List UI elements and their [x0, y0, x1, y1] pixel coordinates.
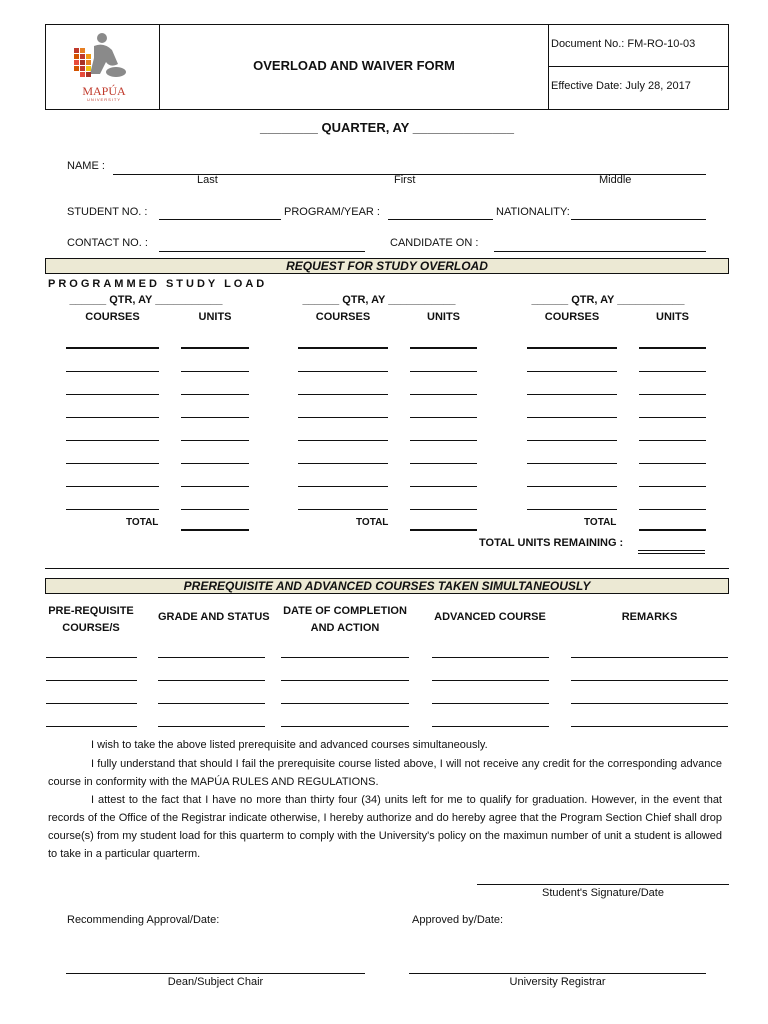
units-header: UNITS: [656, 311, 689, 323]
registrar-signature-field[interactable]: [409, 973, 706, 974]
course-field[interactable]: [66, 509, 159, 510]
unit-field[interactable]: [181, 486, 249, 487]
total-units-field[interactable]: [181, 529, 249, 531]
unit-field[interactable]: [181, 347, 249, 349]
unit-field[interactable]: [181, 371, 249, 372]
course-field[interactable]: [527, 486, 617, 487]
remarks-field[interactable]: [571, 703, 728, 704]
contact-no-field[interactable]: [159, 251, 365, 252]
course-field[interactable]: [298, 394, 388, 395]
student-signature-field[interactable]: [477, 884, 729, 885]
col-prereq-header: [45, 603, 137, 637]
grade-status-field[interactable]: [158, 726, 265, 727]
course-field[interactable]: [298, 371, 388, 372]
quarter-prefix: ________: [260, 120, 318, 135]
unit-field[interactable]: [410, 463, 477, 464]
total-units-remaining-field[interactable]: [638, 550, 705, 551]
candidate-on-field[interactable]: [494, 251, 706, 252]
course-field[interactable]: [527, 440, 617, 441]
unit-field[interactable]: [639, 486, 706, 487]
student-no-label: STUDENT NO. :: [67, 206, 148, 218]
col-remarks-header: REMARKS: [621, 611, 678, 623]
course-field[interactable]: [66, 347, 159, 349]
unit-field[interactable]: [639, 417, 706, 418]
col-advanced-header: ADVANCED COURSE: [434, 611, 546, 623]
total-label: TOTAL: [126, 517, 159, 528]
total-units-field[interactable]: [639, 529, 706, 531]
col-prereq-line1: PRE-REQUISITE: [48, 605, 134, 617]
courses-header: COURSES: [544, 311, 600, 323]
col-grade-header: GRADE AND STATUS: [158, 611, 270, 623]
advanced-course-field[interactable]: [432, 680, 549, 681]
course-field[interactable]: [66, 417, 159, 418]
course-field[interactable]: [66, 394, 159, 395]
unit-field[interactable]: [639, 347, 706, 349]
total-label: TOTAL: [584, 517, 617, 528]
unit-field[interactable]: [181, 509, 249, 510]
prereq-course-field[interactable]: [46, 680, 137, 681]
recommending-approval-label: Recommending Approval/Date:: [67, 914, 220, 926]
courses-header: COURSES: [85, 311, 140, 323]
units-header: UNITS: [198, 311, 232, 323]
col-date-line2: AND ACTION: [310, 622, 380, 634]
col-date-header: [281, 603, 409, 637]
course-field[interactable]: [527, 463, 617, 464]
advanced-course-field[interactable]: [432, 726, 549, 727]
col-date-line1: DATE OF COMPLETION: [283, 605, 407, 617]
logo-emblem-icon: [66, 28, 142, 88]
advanced-course-field[interactable]: [432, 657, 549, 658]
program-year-label: PROGRAM/YEAR :: [284, 206, 380, 218]
unit-field[interactable]: [639, 371, 706, 372]
course-field[interactable]: [298, 347, 388, 349]
unit-field[interactable]: [410, 347, 477, 349]
name-last-caption: Last: [197, 174, 218, 186]
course-field[interactable]: [66, 486, 159, 487]
date-completion-field[interactable]: [281, 703, 409, 704]
grade-status-field[interactable]: [158, 703, 265, 704]
advanced-course-field[interactable]: [432, 703, 549, 704]
logo-subtext: UNIVERSITY: [86, 97, 121, 102]
course-field[interactable]: [527, 509, 617, 510]
quarter-line: [160, 120, 614, 135]
course-field[interactable]: [66, 440, 159, 441]
prereq-course-field[interactable]: [46, 657, 137, 658]
unit-field[interactable]: [639, 463, 706, 464]
programmed-study-load-title: PROGRAMMED STUDY LOAD: [48, 278, 268, 290]
unit-field[interactable]: [410, 509, 477, 510]
unit-field[interactable]: [639, 509, 706, 510]
unit-field[interactable]: [639, 440, 706, 441]
header-divider-mid: [548, 66, 729, 67]
header-divider-right: [548, 24, 549, 110]
name-middle-caption: Middle: [599, 174, 632, 186]
course-field[interactable]: [298, 440, 388, 441]
qtr-ay-label: ______ QTR, AY ___________: [302, 294, 456, 306]
prereq-course-field[interactable]: [46, 703, 137, 704]
course-field[interactable]: [66, 463, 159, 464]
contact-no-label: CONTACT NO. :: [67, 237, 148, 249]
unit-field[interactable]: [410, 371, 477, 372]
statement-2: I fully understand that should I fail the prerequisite course listed above, I will not receive any credit for the corresponding advance course in conformity with the MAPÚA RULES AND REGULATIONS.: [48, 758, 722, 788]
program-year-field[interactable]: [388, 219, 493, 220]
candidate-on-label: CANDIDATE ON :: [390, 237, 479, 249]
unit-field[interactable]: [639, 394, 706, 395]
col-prereq-line2: COURSE/S: [62, 622, 120, 634]
unit-field[interactable]: [181, 440, 249, 441]
total-units-remaining-label: TOTAL UNITS REMAINING :: [479, 537, 624, 549]
dean-signature-field[interactable]: [66, 973, 365, 974]
statement-1: I wish to take the above listed prerequisite and advanced courses simultaneously.: [91, 739, 488, 751]
qtr-ay-label: ______ QTR, AY ___________: [531, 294, 685, 306]
registrar-caption: University Registrar: [509, 976, 606, 988]
unit-field[interactable]: [181, 417, 249, 418]
unit-field[interactable]: [410, 417, 477, 418]
approved-by-label: Approved by/Date:: [412, 914, 504, 926]
course-field[interactable]: [298, 463, 388, 464]
course-field[interactable]: [298, 509, 388, 510]
logo-text: MAPÚA: [82, 84, 126, 98]
unit-field[interactable]: [181, 463, 249, 464]
date-completion-field[interactable]: [281, 726, 409, 727]
quarter-suffix: ______________: [412, 120, 514, 135]
total-units-field[interactable]: [410, 529, 477, 531]
name-label: NAME :: [67, 160, 105, 172]
unit-field[interactable]: [410, 486, 477, 487]
dean-caption: Dean/Subject Chair: [167, 976, 264, 988]
course-field[interactable]: [527, 371, 617, 372]
course-field[interactable]: [298, 486, 388, 487]
document-number: Document No.: FM-RO-10-03: [551, 38, 696, 50]
student-signature-caption: Student's Signature/Date: [542, 887, 664, 899]
remarks-field[interactable]: [571, 726, 728, 727]
name-first-caption: First: [394, 174, 416, 186]
student-no-field[interactable]: [159, 219, 281, 220]
course-field[interactable]: [527, 394, 617, 395]
courses-header: COURSES: [315, 311, 371, 323]
qtr-ay-label: ______ QTR, AY ___________: [69, 294, 223, 306]
prereq-course-field[interactable]: [46, 726, 137, 727]
statement-3: I attest to the fact that I have no more than thirty four (34) units left for me to qualify for graduation. However, in the event that records of the Office of the Registrar indicate otherwise, I hereby authorize and do hereby agree that the Program Section Chief shall drop course(s) from my student load for this quarterm to comply with the University's policy on the maximun number of unit a student is allowed to take in a particular quarterm.: [48, 794, 722, 860]
section-divider: [45, 568, 729, 569]
course-field[interactable]: [66, 371, 159, 372]
unit-field[interactable]: [410, 440, 477, 441]
grade-status-field[interactable]: [158, 680, 265, 681]
university-logo: [66, 28, 142, 102]
total-units-remaining-underline: [638, 553, 705, 554]
units-header: UNITS: [427, 311, 460, 323]
nationality-field[interactable]: [571, 219, 706, 220]
overload-band: REQUEST FOR STUDY OVERLOAD: [45, 258, 729, 274]
course-field[interactable]: [298, 417, 388, 418]
effective-date: Effective Date: July 28, 2017: [551, 80, 691, 92]
course-field[interactable]: [527, 417, 617, 418]
prereq-band: PREREQUISITE AND ADVANCED COURSES TAKEN SIMULTANEOUSLY: [45, 578, 729, 594]
unit-field[interactable]: [181, 394, 249, 395]
date-completion-field[interactable]: [281, 657, 409, 658]
unit-field[interactable]: [410, 394, 477, 395]
nationality-label: NATIONALITY:: [496, 206, 570, 218]
remarks-field[interactable]: [571, 680, 728, 681]
course-field[interactable]: [527, 347, 617, 349]
total-label: TOTAL: [356, 517, 389, 528]
date-completion-field[interactable]: [281, 680, 409, 681]
grade-status-field[interactable]: [158, 657, 265, 658]
quarter-label: QUARTER, AY: [321, 120, 410, 135]
remarks-field[interactable]: [571, 657, 728, 658]
form-title: OVERLOAD AND WAIVER FORM: [253, 58, 455, 73]
